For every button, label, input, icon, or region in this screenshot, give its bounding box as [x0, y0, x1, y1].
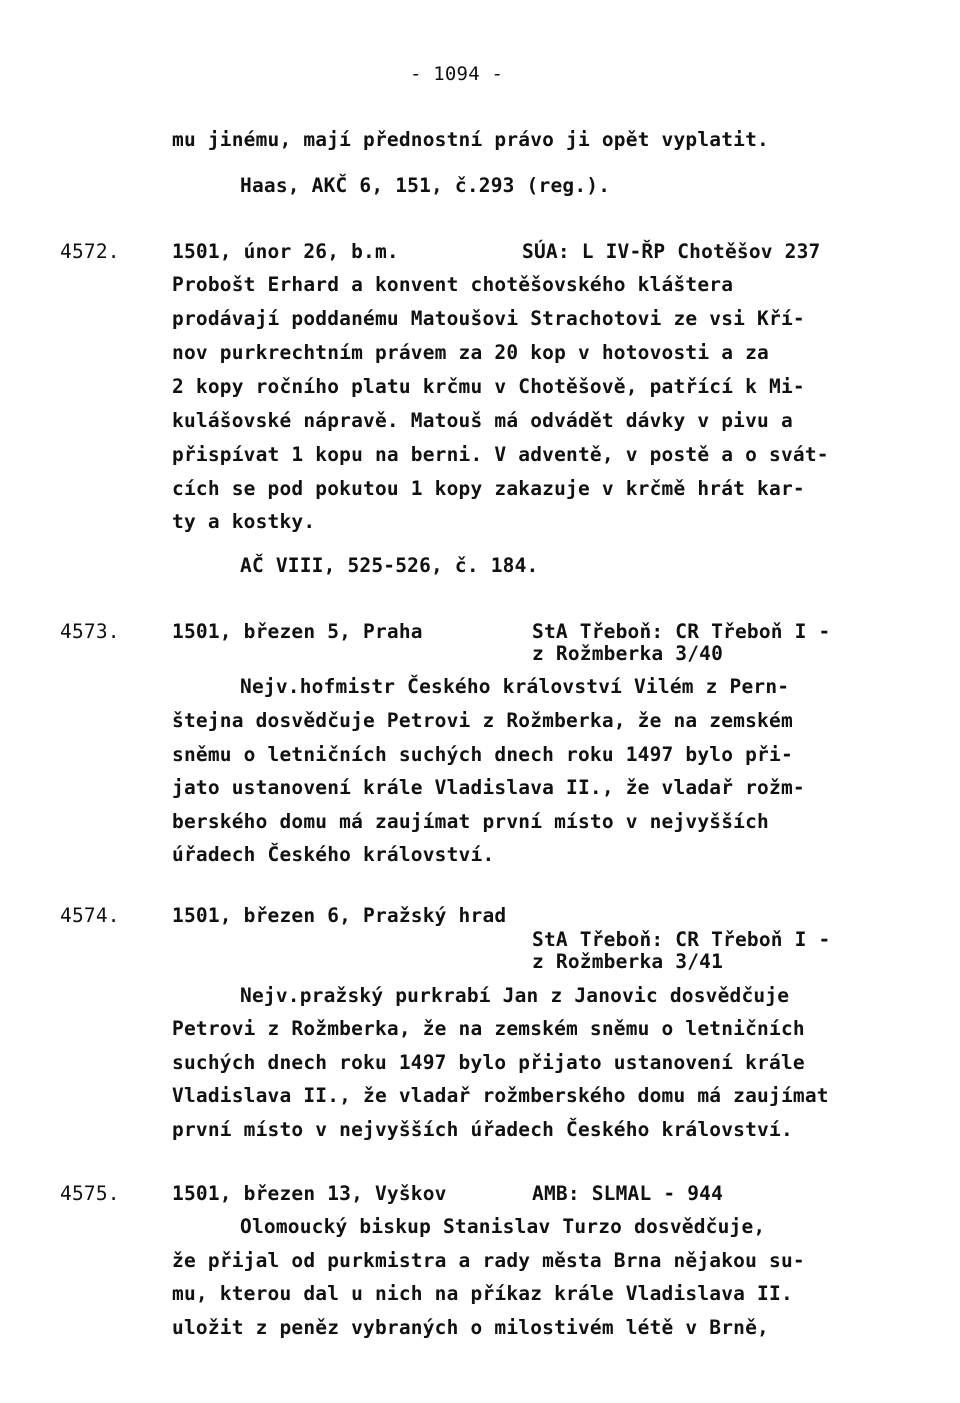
- entry-number: 4575.: [60, 1182, 120, 1205]
- entry-text-line: Nejv.pražský purkrabí Jan z Janovic dosvědčuje: [240, 984, 790, 1007]
- entry-text-line: cích se pod pokutou 1 kopy zakazuje v krčmě hrát kar-: [172, 477, 805, 500]
- entry-text-line: Petrovi z Rožmberka, že na zemském sněmu o letničních: [172, 1017, 805, 1040]
- entry-text-line: sněmu o letničních suchých dnech roku 1497 bylo při-: [172, 743, 793, 766]
- entry-text-line: ty a kostky.: [172, 510, 316, 533]
- entry-text-line: že přijal od purkmistra a rady města Brna nějakou su-: [172, 1249, 805, 1272]
- entry-text-line: první místo v nejvyšších úřadech Českého království.: [172, 1118, 793, 1141]
- entry-text-line: Vladislava II., že vladař rožmberského domu má zaujímat: [172, 1084, 829, 1107]
- entry-text-line: uložit z peněz vybraných o milostivém létě v Brně,: [172, 1316, 769, 1339]
- entry-date: 1501, únor 26, b.m.: [172, 240, 399, 263]
- entry-number: 4573.: [60, 620, 120, 643]
- entry-source: SÚA: L IV-ŘP Chotěšov 237: [522, 240, 821, 263]
- entry-date: 1501, březen 6, Pražský hrad: [172, 904, 507, 927]
- entry-text-line: úřadech Českého království.: [172, 843, 495, 866]
- entry-date: 1501, březen 13, Vyškov: [172, 1182, 447, 1205]
- continuation-reference: Haas, AKČ 6, 151, č.293 (reg.).: [240, 174, 611, 197]
- entry-number: 4574.: [60, 904, 120, 927]
- entry-reference: AČ VIII, 525-526, č. 184.: [240, 554, 539, 577]
- entry-text-line: nov purkrechtním právem za 20 kop v hotovosti a za: [172, 341, 769, 364]
- entry-source: AMB: SLMAL - 944: [532, 1182, 724, 1205]
- entry-source: z Rožmberka 3/41: [532, 950, 724, 973]
- entry-text-line: přispívat 1 kopu na berni. V adventě, v postě a o svát-: [172, 443, 829, 466]
- entry-number: 4572.: [60, 240, 120, 263]
- entry-source: z Rožmberka 3/40: [532, 642, 724, 665]
- entry-text-line: suchých dnech roku 1497 bylo přijato ustanovení krále: [172, 1051, 805, 1074]
- entry-text-line: prodávají poddanému Matoušovi Strachotovi ze vsi Kří-: [172, 307, 805, 330]
- entry-text-line: kulášovské nápravě. Matouš má odvádět dávky v pivu a: [172, 409, 793, 432]
- page-number: - 1094 -: [410, 63, 504, 85]
- entry-text-line: štejna dosvědčuje Petrovi z Rožmberka, že na zemském: [172, 709, 793, 732]
- entry-text-line: mu, kterou dal u nich na příkaz krále Vladislava II.: [172, 1282, 793, 1305]
- entry-text-line: Probošt Erhard a konvent chotěšovského kláštera: [172, 273, 734, 296]
- entry-text-line: Olomoucký biskup Stanislav Turzo dosvědčuje,: [240, 1215, 766, 1238]
- entry-source: StA Třeboň: CR Třeboň I -: [532, 928, 831, 951]
- entry-text-line: jato ustanovení krále Vladislava II., že vladař rožm-: [172, 776, 805, 799]
- entry-text-line: berského domu má zaujímat první místo v nejvyšších: [172, 810, 769, 833]
- continuation-line: mu jinému, mají přednostní právo ji opět vyplatit.: [172, 128, 769, 151]
- entry-text-line: Nejv.hofmistr Českého království Vilém z Pern-: [240, 675, 790, 698]
- entry-date: 1501, březen 5, Praha: [172, 620, 423, 643]
- entry-text-line: 2 kopy ročního platu krčmu v Chotěšově, patřící k Mi-: [172, 375, 805, 398]
- entry-source: StA Třeboň: CR Třeboň I -: [532, 620, 831, 643]
